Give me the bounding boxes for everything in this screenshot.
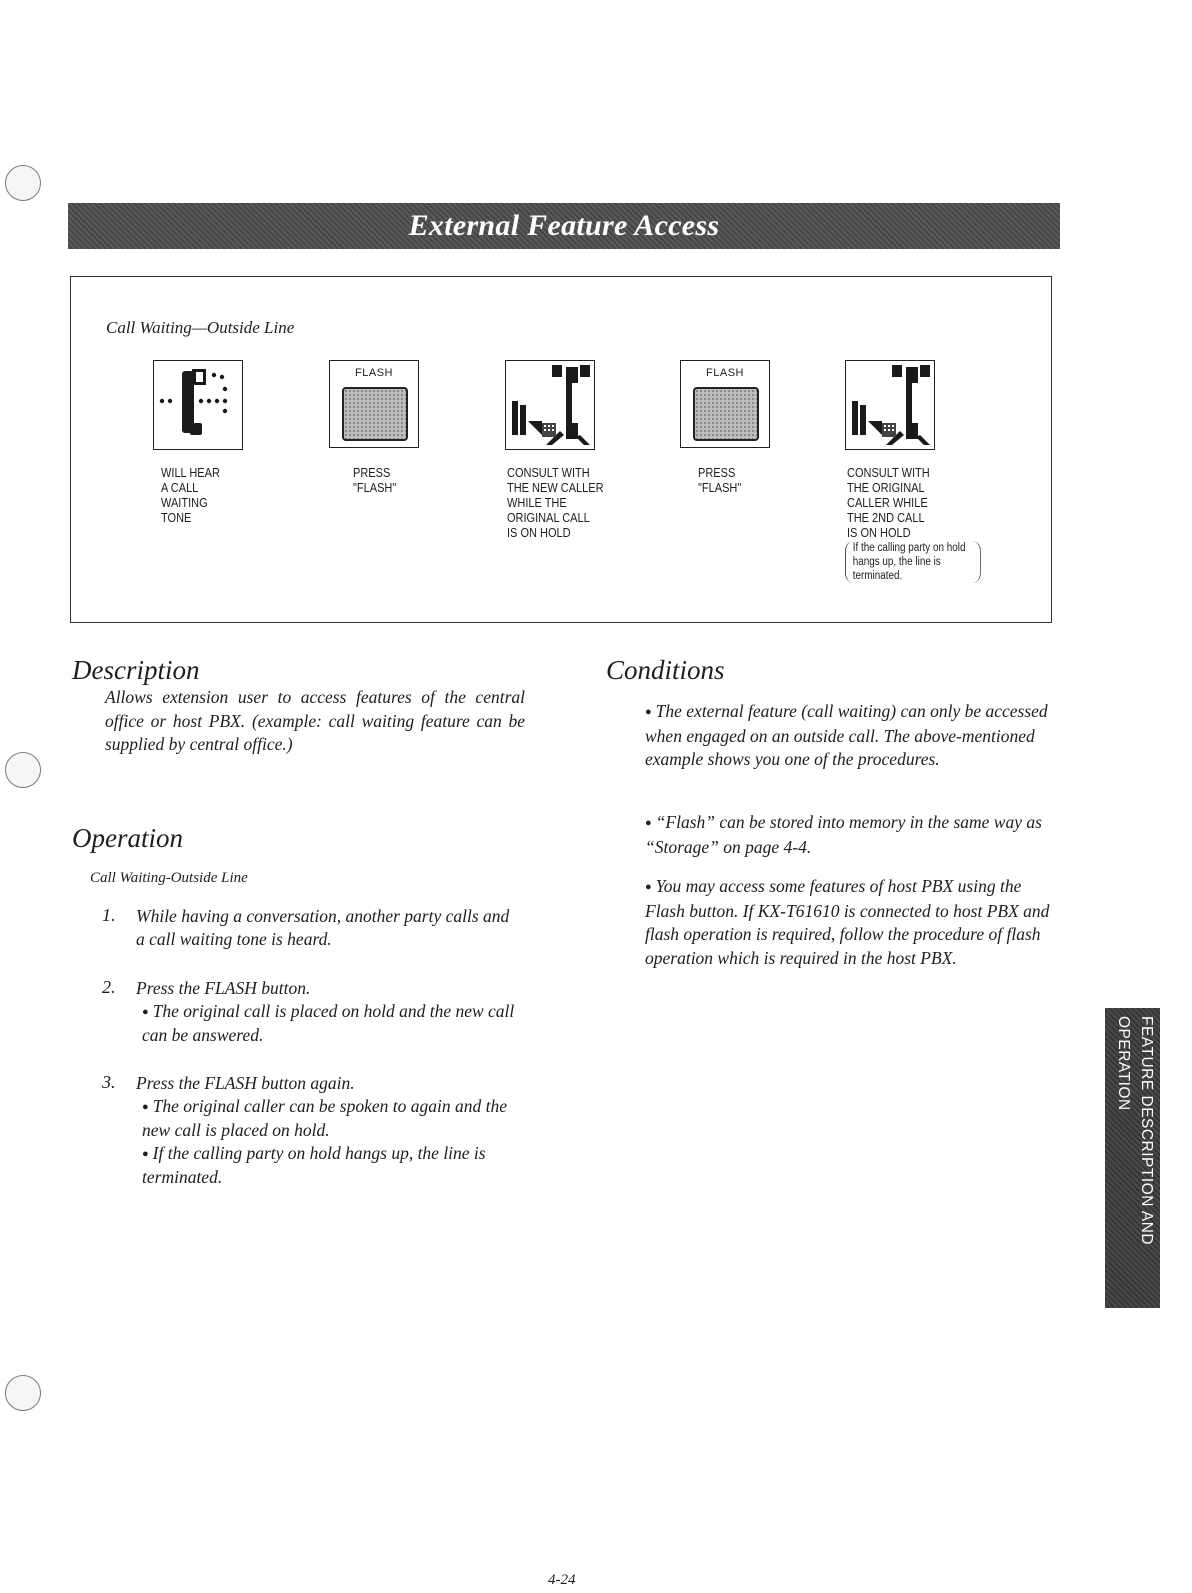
flash-button-icon: [680, 360, 770, 448]
step-number: 2.: [102, 977, 116, 997]
bullet-icon: [645, 701, 656, 721]
punch-hole: [5, 165, 41, 201]
bullet-icon: [142, 1096, 153, 1116]
section-side-tab: [1105, 1008, 1160, 1308]
operation-subheading: Call Waiting-Outside Line: [90, 870, 248, 886]
bullet-icon: [142, 1001, 153, 1021]
step-bullet: ● If the calling party on hold hangs up, the line is terminated.: [142, 1142, 516, 1189]
condition-item: ● “Flash” can be stored into memory in the same way as “Storage” on page 4-4.: [645, 811, 1050, 859]
flash-key-label: FLASH: [355, 367, 393, 379]
step-caption: PRESS "FLASH": [353, 466, 397, 495]
conditions-heading: Conditions: [606, 655, 725, 685]
page-title: External Feature Access: [408, 209, 720, 242]
side-tab-label: FEATURE DESCRIPTION AND OPERATION: [1115, 1016, 1155, 1246]
condition-item: ● The external feature (call waiting) can only be accessed when engaged on an outside call. The above-mentioned example shows you one of the procedures.: [645, 700, 1050, 772]
step-text: Press the FLASH button.: [136, 978, 311, 998]
two-handsets-icon: [845, 360, 935, 450]
step-number: 1.: [102, 905, 116, 925]
bullet-icon: [645, 876, 656, 896]
condition-item: ● You may access some features of host PBX using the Flash button. If KX-T61610 is connected to host PBX and flash operation is required, follow the procedure of flash operation which is required in the host PBX.: [645, 875, 1050, 970]
bullet-icon: [142, 1143, 153, 1163]
step-note: If the calling party on hold hangs up, the line is terminated.: [845, 541, 981, 583]
bullet-icon: [645, 812, 656, 832]
step-bullet: ● The original call is placed on hold and the new call can be answered.: [142, 1000, 516, 1047]
diagram-step-4: [680, 360, 770, 495]
diagram-step-3: [505, 360, 604, 540]
page-number: 4-24: [548, 1572, 576, 1588]
description-text: Allows extension user to access features of the central office or host PBX. (example: call waiting feature can be supplied by central office.): [105, 687, 525, 754]
flash-key-face: [342, 387, 408, 441]
punch-hole: [5, 752, 41, 788]
page-title-bar: [68, 203, 1060, 249]
step-caption: PRESS "FLASH": [698, 466, 742, 495]
punch-hole: [5, 1375, 41, 1411]
diagram-step-2: [329, 360, 419, 495]
step-bullet: ● The original caller can be spoken to again and the new call is placed on hold.: [142, 1095, 516, 1142]
flash-key-label: FLASH: [706, 367, 744, 379]
step-caption: CONSULT WITH THE ORIGINAL CALLER WHILE THE 2ND CALL IS ON HOLD: [847, 466, 930, 540]
two-handsets-icon: [505, 360, 595, 450]
diagram-heading: Call Waiting—Outside Line: [106, 318, 295, 337]
operation-heading: Operation: [72, 823, 183, 853]
step-caption: WILL HEAR A CALL WAITING TONE: [161, 466, 220, 525]
handset-receiving-call-icon: [153, 360, 243, 450]
diagram-step-5: [845, 360, 966, 582]
flash-key-face: [693, 387, 759, 441]
step-text: Press the FLASH button again.: [136, 1073, 355, 1093]
description-heading: Description: [72, 655, 200, 685]
diagram-step-1: [153, 360, 243, 525]
step-text: While having a conversation, another party calls and a call waiting tone is heard.: [136, 906, 510, 949]
step-number: 3.: [102, 1072, 116, 1092]
flash-button-icon: [329, 360, 419, 448]
step-caption: CONSULT WITH THE NEW CALLER WHILE THE ORIGINAL CALL IS ON HOLD: [507, 466, 604, 540]
